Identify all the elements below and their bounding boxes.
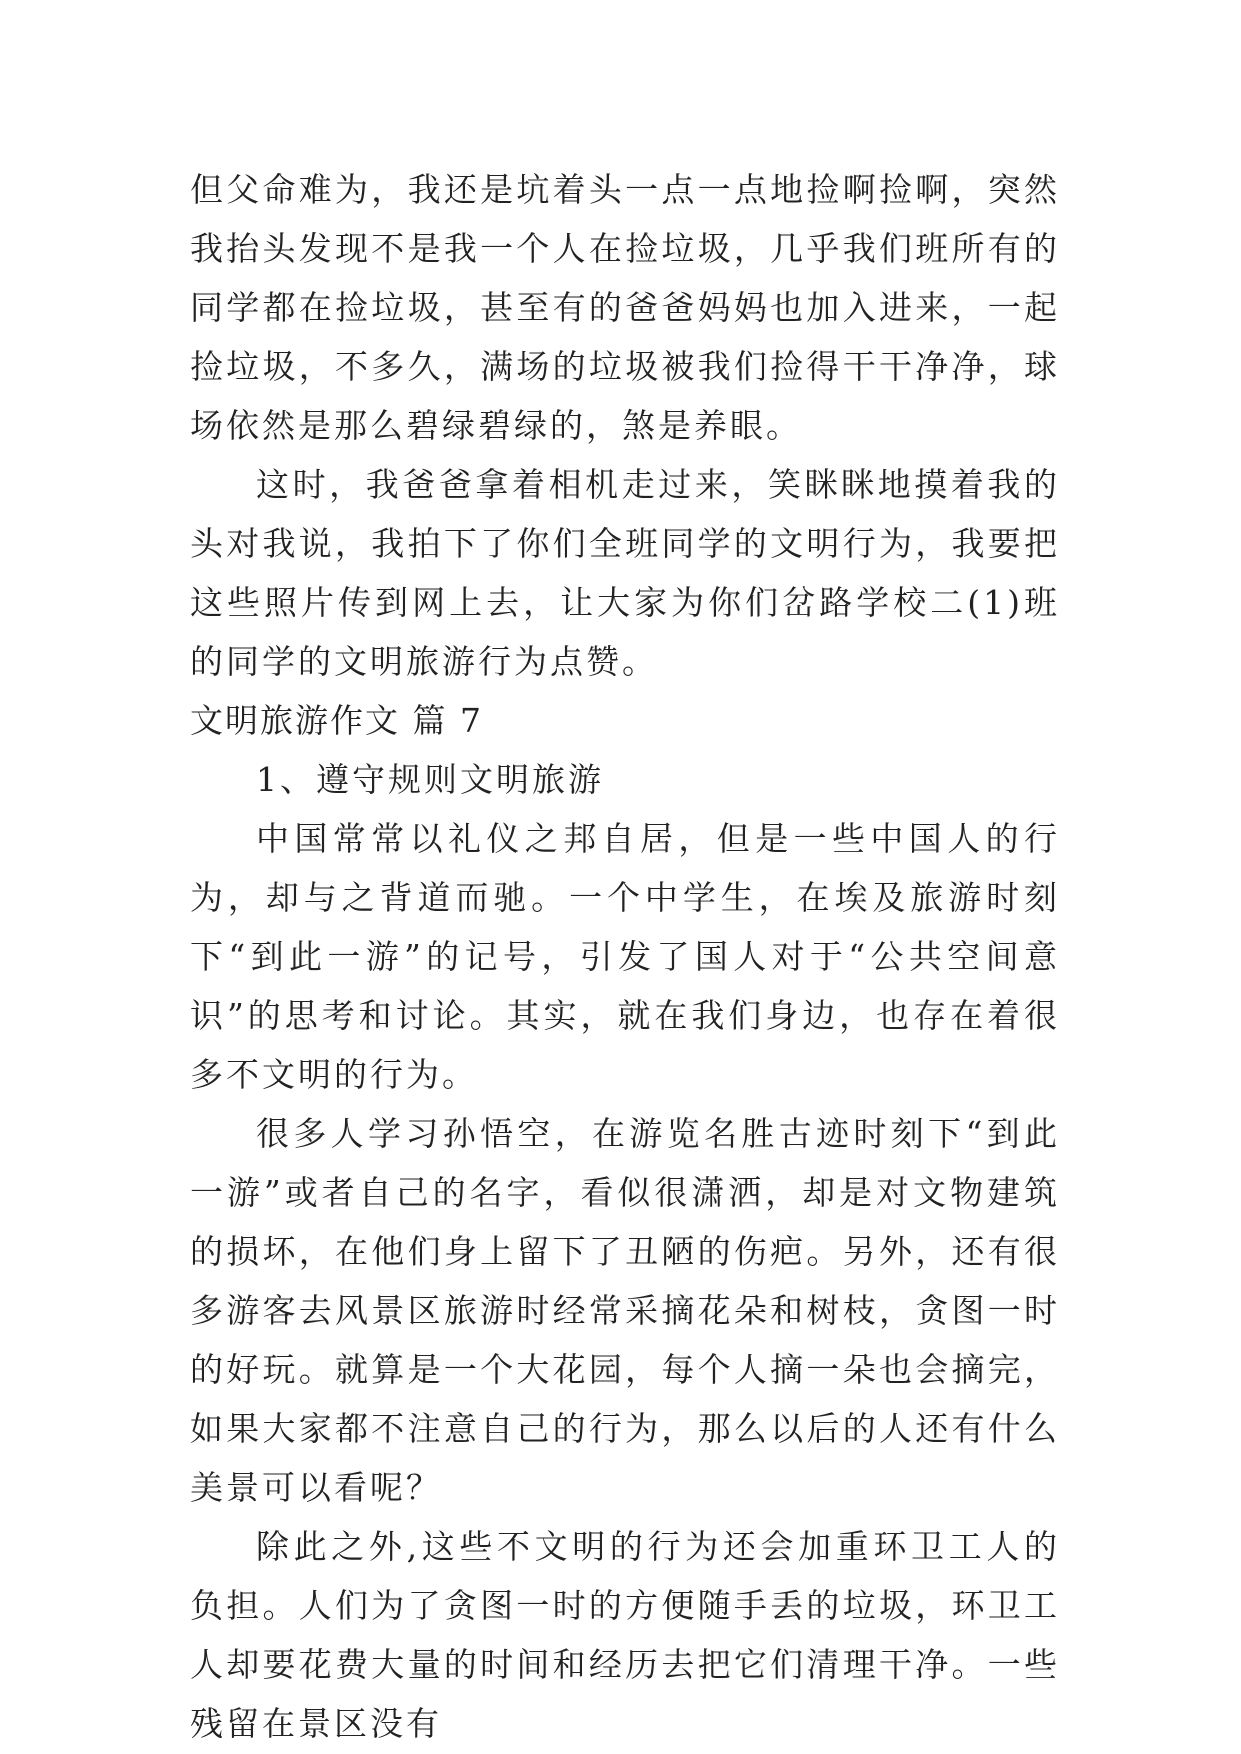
section-heading: 文明旅游作文 篇 7 — [190, 701, 483, 740]
paragraph-5: 很多人学习孙悟空，在游览名胜古迹时刻下“到此一游”或者自己的名字，看似很潇洒，却是对文物建筑的损坏，在他们身上留下了丑陋的伤疤。另外，还有很多游客去风景区旅游时经常采摘花朵和树枝，贪图一时的好玩。就算是一个大花园，每个人摘一朵也会摘完，如果大家都不注意自己的行为，那么以后的人还有什么美景可以看呢？ — [190, 1114, 1060, 1507]
document-body — [190, 160, 1060, 1753]
paragraph-2: 这时，我爸爸拿着相机走过来，笑眯眯地摸着我的头对我说，我拍下了你们全班同学的文明行为，我要把这些照片传到网上去，让大家为你们岔路学校二(1)班的同学的文明旅游行为点赞。 — [190, 465, 1060, 681]
subheading-rules: 1、遵守规则文明旅游 — [256, 760, 604, 799]
paragraph-6: 除此之外,这些不文明的行为还会加重环卫工人的负担。人们为了贪图一时的方便随手丢的垃圾，环卫工人却要花费大量的时间和经历去把它们清理干净。一些残留在景区没有 — [190, 1527, 1060, 1743]
paragraph-4: 中国常常以礼仪之邦自居，但是一些中国人的行为，却与之背道而驰。一个中学生，在埃及旅游时刻下“到此一游”的记号，引发了国人对于“公共空间意识”的思考和讨论。其实，就在我们身边，也存在着很多不文明的行为。 — [190, 819, 1060, 1094]
paragraph-1: 但父命难为，我还是坑着头一点一点地捡啊捡啊，突然我抬头发现不是我一个人在捡垃圾，几乎我们班所有的同学都在捡垃圾，甚至有的爸爸妈妈也加入进来，一起捡垃圾，不多久，满场的垃圾被我们捡得干干净净，球场依然是那么碧绿碧绿的，煞是养眼。 — [190, 170, 1060, 445]
